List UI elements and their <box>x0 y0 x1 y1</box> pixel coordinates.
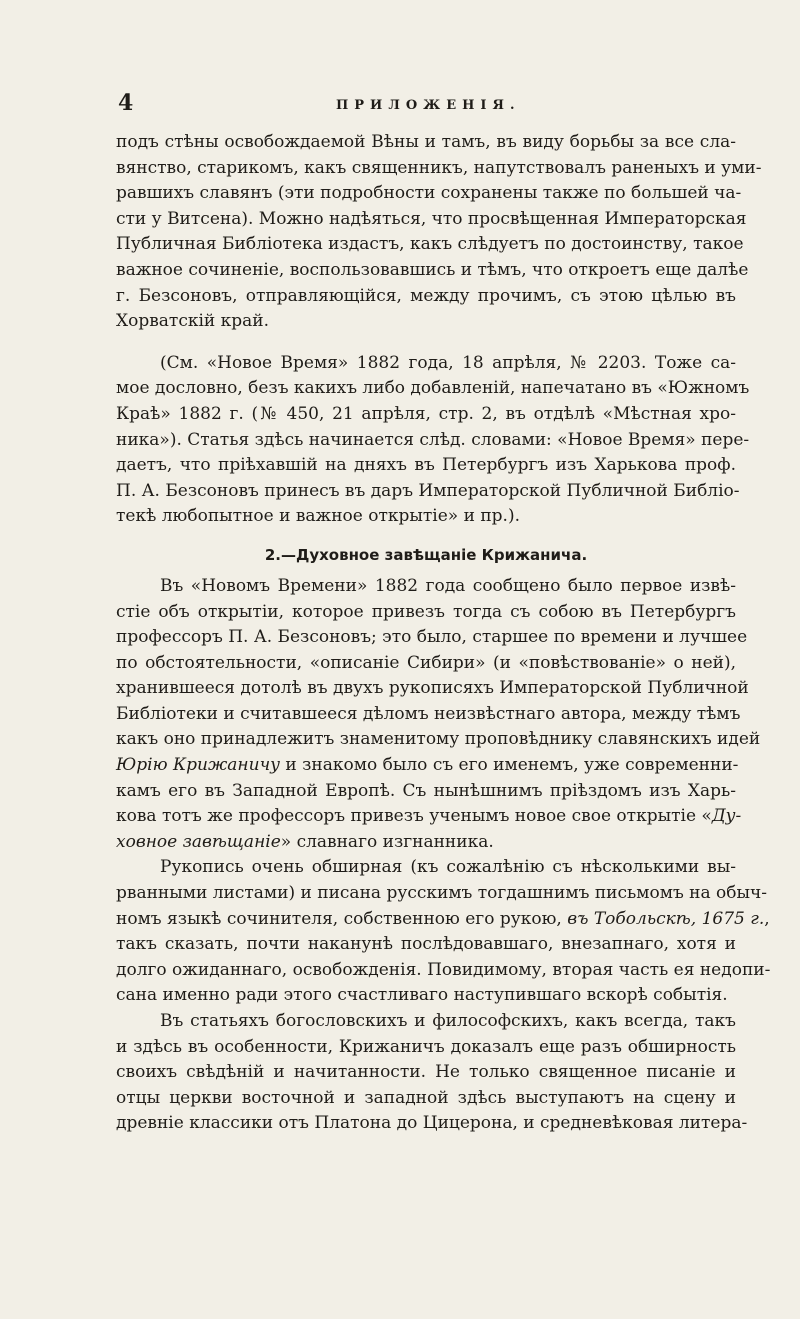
paragraph-4 <box>116 855 771 1009</box>
text-line: Рукопись очень обширная (къ сожалѣнію съ нѣсколькими вы- <box>160 857 736 878</box>
text-line: сана именно ради этого счастливаго наступившаго вскорѣ событія. <box>116 985 728 1006</box>
text-line <box>116 907 770 933</box>
text-segment: » славнаго изгнанника. <box>280 831 494 852</box>
text-line: даетъ, что пріѣхавшій на дняхъ въ Петербургъ изъ Харькова проф. <box>116 455 736 476</box>
text-line: текѣ любопытное и важное открытіе» и пр.). <box>116 506 520 527</box>
text-line: хранившееся дотолѣ въ двухъ рукописяхъ Императорской Публичной <box>116 678 749 699</box>
text-line: мое дословно, безъ какихъ либо добавленій, напечатано въ «Южномъ <box>116 378 750 399</box>
text-line: Въ статьяхъ богословскихъ и философскихъ, какъ всегда, такъ <box>160 1011 736 1031</box>
text-line: равшихъ славянъ (эти подробности сохранены также по большей ча- <box>116 183 742 204</box>
text-line: рванными листами) и писана русскимъ тогдашнимъ письмомъ на обыч- <box>116 883 768 904</box>
text-segment: кова тотъ же профессоръ привезъ ученымъ новое свое открытіе « <box>116 806 712 827</box>
text-line: вянство, старикомъ, какъ священникъ, напутствовалъ раненыхъ и уми- <box>116 157 762 178</box>
text-line: сти у Витсена). Можно надѣяться, что просвѣщенная Императорская <box>116 208 747 229</box>
text-line: долго ожиданнаго, освобожденія. Повидимому, вторая часть ея недопи- <box>116 959 771 980</box>
italic-title: ховное завѣщаніе <box>116 831 281 852</box>
text-segment: номъ языкѣ сочинителя, собственною его рукою, <box>116 908 568 929</box>
section-heading: 2.—Духовное завѣщаніе Крижанича. <box>264 545 588 564</box>
text-line <box>116 804 742 830</box>
text-line: Въ «Новомъ Времени» 1882 года сообщено было первое извѣ- <box>160 575 736 596</box>
running-title: ПРИЛОЖЕНІЯ. <box>336 98 521 113</box>
page-header <box>116 90 736 120</box>
text-line: древніе классики отъ Платона до Цицерона, и средневѣковая литера- <box>116 1113 748 1134</box>
text-line: камъ его въ Западной Европѣ. Съ нынѣшнимъ пріѣздомъ изъ Харь- <box>116 780 736 801</box>
italic-name: Юрію Крижаничу <box>116 755 281 776</box>
paragraph-5 <box>116 1009 748 1137</box>
text-line: Хорватскій край. <box>116 311 270 332</box>
text-line: стіе объ открытіи, которое привезъ тогда съ собою въ Петербургъ <box>116 601 736 622</box>
text-line: ника»). Статья здѣсь начинается слѣд. словами: «Новое Время» пере- <box>116 429 750 450</box>
paragraph-2 <box>116 351 750 530</box>
page-number: 4 <box>118 90 134 116</box>
text-line: и здѣсь въ особенности, Крижаничъ доказалъ еще разъ обширность <box>116 1036 736 1057</box>
paragraph-3 <box>116 574 761 856</box>
text-line: важное сочиненіе, воспользовавшись и тѣмъ, что откроетъ еще далѣе <box>116 259 749 280</box>
text-segment: и знакомо было съ его именемъ, уже современни- <box>280 755 739 776</box>
text-line: Библіотеки и считавшееся дѣломъ неизвѣстнаго автора, между тѣмъ <box>116 703 741 724</box>
text-line <box>116 830 736 856</box>
italic-title: Ду- <box>711 806 742 827</box>
text-segment: , <box>764 908 770 929</box>
text-line: такъ сказать, почти наканунѣ послѣдовавшаго, внезапнаго, хотя и <box>116 934 736 955</box>
text-line: г. Безсоновъ, отправляющійся, между прочимъ, съ этою цѣлью въ <box>116 285 736 306</box>
text-line: отцы церкви восточной и западной здѣсь выступаютъ на сцену и <box>116 1087 736 1108</box>
text-line: своихъ свѣдѣній и начитанности. Не только священное писаніе и <box>116 1062 736 1083</box>
paragraph-1 <box>116 130 762 335</box>
text-line: (См. «Новое Время» 1882 года, 18 апрѣля, № 2203. Тоже са- <box>160 352 736 373</box>
text-line: подъ стѣны освобождаемой Вѣны и тамъ, въ виду борьбы за все сла- <box>116 132 736 152</box>
text-line: П. А. Безсоновъ принесъ въ даръ Императорской Публичной Библіо- <box>116 480 740 501</box>
text-line: Краѣ» 1882 г. (№ 450, 21 апрѣля, стр. 2, въ отдѣлѣ «Мѣстная хро- <box>116 403 736 424</box>
text-line: какъ оно принадлежитъ знаменитому проповѣднику славянскихъ идей <box>116 729 761 750</box>
text-line <box>116 753 739 779</box>
text-line: Публичная Библіотека издастъ, какъ слѣдуетъ по достоинству, такое <box>116 234 744 255</box>
italic-place-date: въ Тобольскѣ, 1675 г. <box>567 908 765 929</box>
text-line: по обстоятельности, «описаніе Сибири» (и «повѣствованіе» о ней), <box>116 652 736 673</box>
text-line: профессоръ П. А. Безсоновъ; это было, старшее по времени и лучшее <box>116 627 748 648</box>
